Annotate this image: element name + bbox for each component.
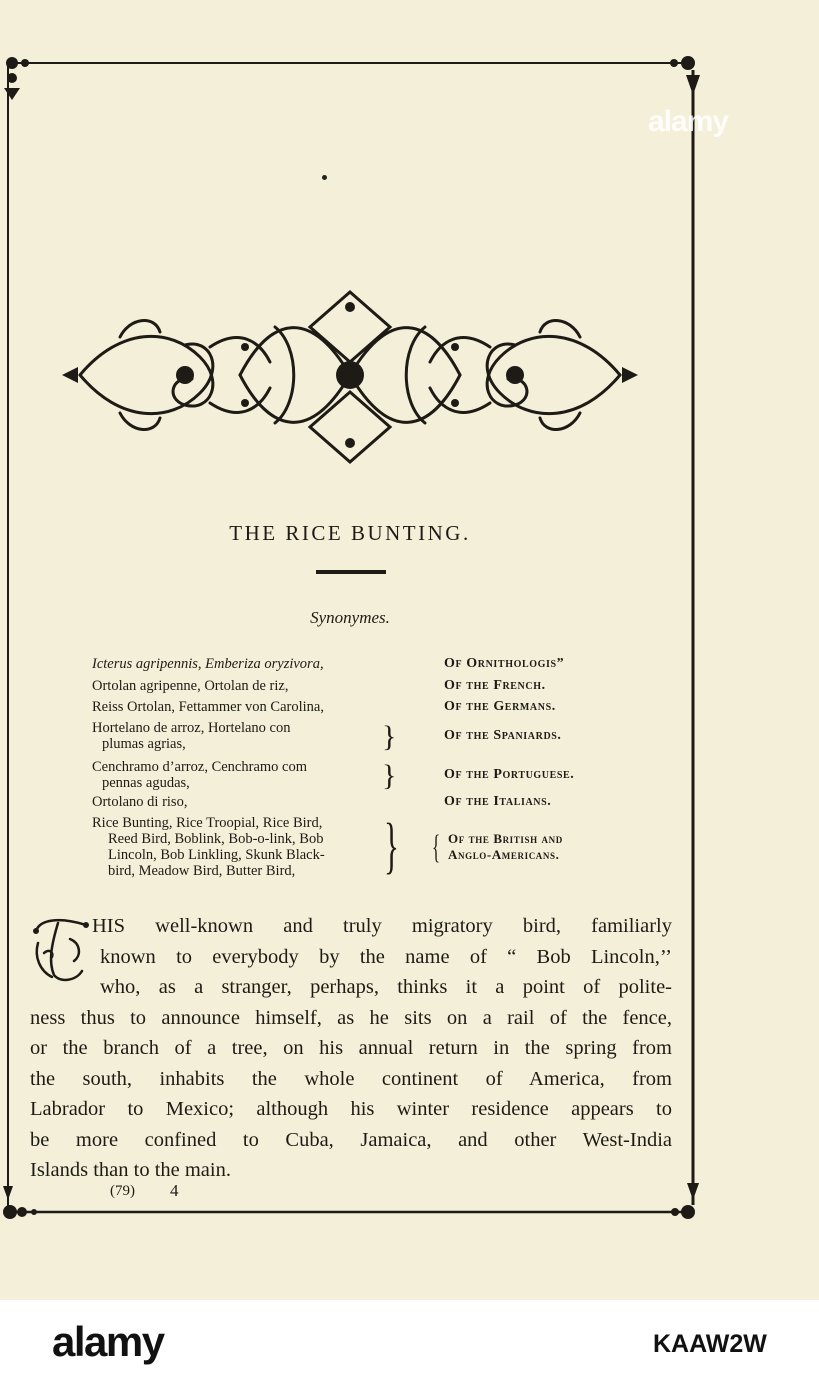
synonym-language: Of the Spaniards. <box>444 728 562 743</box>
synonym-language: Of the French. <box>444 678 546 693</box>
synonym-names: Ortolan agripenne, Ortolan de riz, <box>92 678 289 694</box>
decorative-scroll-ornament-icon <box>60 287 640 467</box>
body-line: Labrador to Mexico; although his winter residence appears to <box>30 1098 672 1120</box>
synonym-language-continued: Anglo-Americans. <box>448 847 560 862</box>
body-paragraph <box>30 911 672 1186</box>
synonym-names: Icterus agripennis, Emberiza oryzivora, <box>92 656 324 672</box>
body-line: who, as a stranger, perhaps, thinks it a point of polite- <box>100 976 672 998</box>
synonym-language: Of Ornithologis” <box>444 656 565 671</box>
synonym-names: Rice Bunting, Rice Troopial, Rice Bird, <box>92 815 323 831</box>
synonym-names-continued: pennas agudas, <box>102 775 190 791</box>
signature-mark: 4 <box>170 1181 179 1200</box>
body-line: the south, inhabits the whole continent of America, from <box>30 1067 672 1090</box>
brace-icon: } <box>382 720 397 753</box>
body-line: Islands than to the main. <box>30 1159 231 1181</box>
watermark-logo: alamy <box>648 105 729 138</box>
synonym-names-continued: bird, Meadow Bird, Butter Bird, <box>108 863 296 879</box>
synonym-language: Of the British and <box>448 831 563 846</box>
body-line: or the branch of a tree, on his annual return in the spring from <box>30 1037 672 1059</box>
synonym-names: Ortolano di riso, <box>92 794 188 810</box>
image-id: KAAW2W <box>653 1330 767 1358</box>
brace-icon: } <box>384 812 399 880</box>
synonym-names: Hortelano de arroz, Hortelano con <box>92 720 291 736</box>
ink-dot <box>322 175 327 180</box>
alamy-logo: alamy <box>52 1318 164 1365</box>
page-title: THE RICE BUNTING. <box>229 521 471 546</box>
synonym-names-continued: Reed Bird, Boblink, Bob-o-link, Bob <box>108 831 324 847</box>
synonym-names-continued: plumas agrias, <box>102 736 186 752</box>
body-line: HIS well-known and truly migratory bird, familiarly <box>92 915 672 937</box>
brace-icon: } <box>382 759 397 792</box>
body-line: be more confined to Cuba, Jamaica, and other West-India <box>30 1128 672 1151</box>
body-line: known to everybody by the name of “ Bob Lincoln,’’ <box>100 945 672 968</box>
body-line: ness thus to announce himself, as he sits on a rail of the fence, <box>30 1006 672 1029</box>
synonym-names-continued: Lincoln, Bob Linkling, Skunk Black- <box>108 847 325 863</box>
synonym-language: Of the Italians. <box>444 794 552 809</box>
brace-icon: { <box>432 829 441 866</box>
synonym-names: Cenchramo d’arroz, Cenchramo com <box>92 759 307 775</box>
page-number: (79) <box>110 1183 135 1199</box>
synonymes-heading: Synonymes. <box>310 608 390 627</box>
synonym-language: Of the Germans. <box>444 699 556 714</box>
synonym-names: Reiss Ortolan, Fettammer von Carolina, <box>92 699 324 715</box>
synonym-language: Of the Portuguese. <box>444 767 575 782</box>
title-rule <box>316 570 386 574</box>
